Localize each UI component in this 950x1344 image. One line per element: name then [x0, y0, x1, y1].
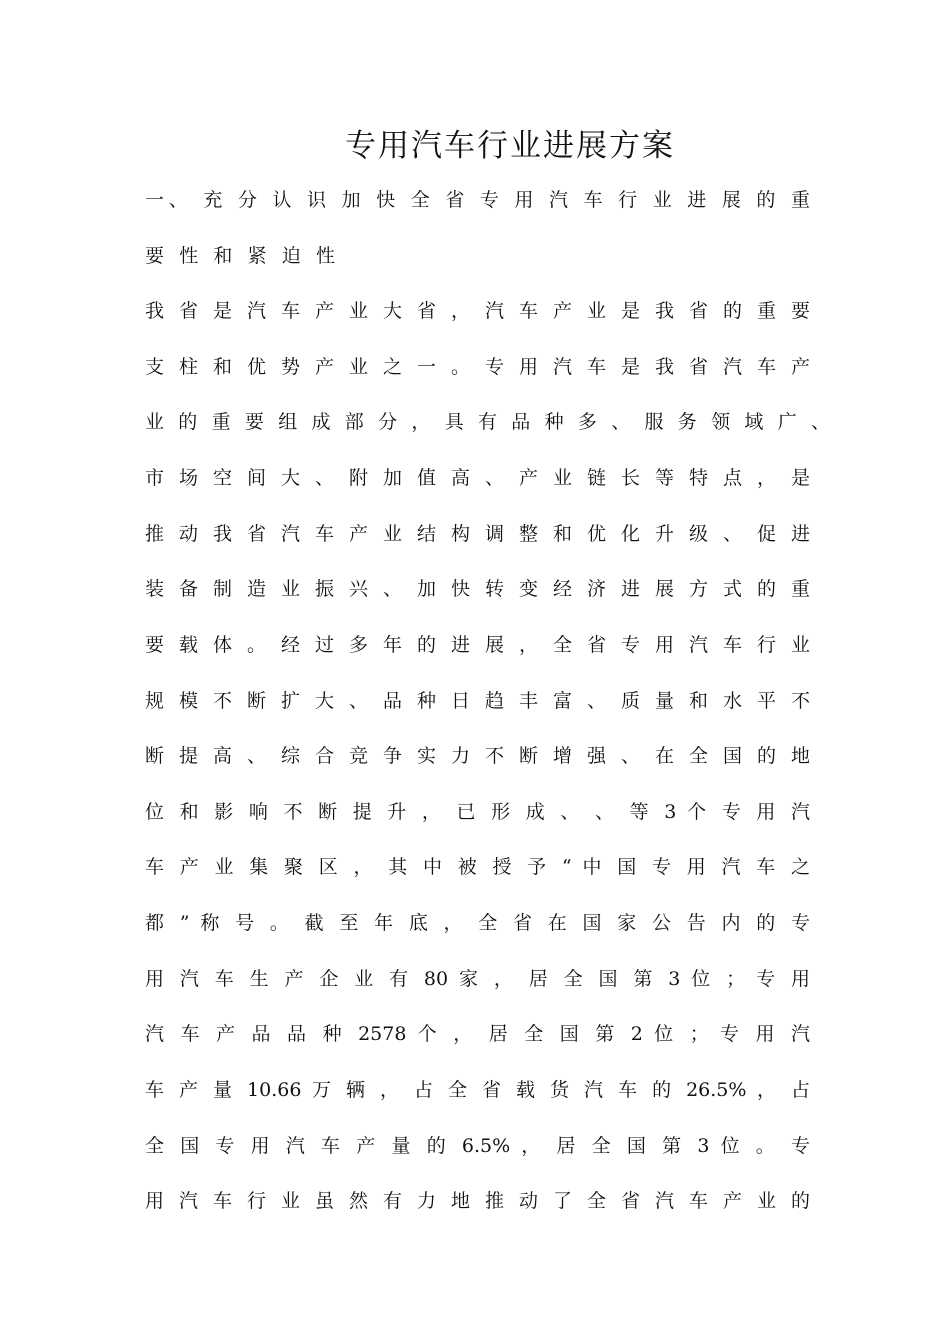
text-line: 规 模 不 断 扩 大 、 品 种 日 趋 丰 富 、 质 量 和 水 平 不 — [145, 690, 810, 712]
document-title: 专用汽车行业进展方案 — [345, 128, 675, 164]
text-line: 市 场 空 间 大 、 附 加 值 高 、 产 业 链 长 等 特 点 ， 是 — [145, 467, 810, 489]
text-line: 汽 车 产 品 品 种 2578 个 ， 居 全 国 第 2 位 ； 专 用 汽 — [145, 1023, 810, 1045]
text-line: 位 和 影 响 不 断 提 升 ， 已 形 成 、 、 等 3 个 专 用 汽 — [145, 801, 810, 823]
text-line: 用 汽 车 行 业 虽 然 有 力 地 推 动 了 全 省 汽 车 产 业 的 — [145, 1190, 810, 1212]
text-line: 断 提 高 、 综 合 竞 争 实 力 不 断 增 强 、 在 全 国 的 地 — [145, 745, 810, 767]
text-line: 装 备 制 造 业 振 兴 、 加 快 转 变 经 济 进 展 方 式 的 重 — [145, 578, 810, 600]
text-line: 业 的 重 要 组 成 部 分 ， 具 有 品 种 多 、 服 务 领 域 广 、 — [145, 411, 830, 433]
text-line: 我 省 是 汽 车 产 业 大 省 ， 汽 车 产 业 是 我 省 的 重 要 — [145, 300, 810, 322]
text-line: 要 载 体 。 经 过 多 年 的 进 展 ， 全 省 专 用 汽 车 行 业 — [145, 634, 810, 656]
text-line: 支 柱 和 优 势 产 业 之 一 。 专 用 汽 车 是 我 省 汽 车 产 — [145, 356, 810, 378]
text-line: 推 动 我 省 汽 车 产 业 结 构 调 整 和 优 化 升 级 、 促 进 — [145, 523, 810, 545]
text-line: 车 产 量 10.66 万 辆 ， 占 全 省 载 货 汽 车 的 26.5% ， 占 — [145, 1079, 810, 1101]
text-line: 一、 充 分 认 识 加 快 全 省 专 用 汽 车 行 业 进 展 的 重 — [145, 189, 810, 211]
text-line: 要 性 和 紧 迫 性 — [145, 245, 335, 267]
text-line: 车 产 业 集 聚 区 ， 其 中 被 授 予 “ 中 国 专 用 汽 车 之 — [145, 856, 810, 878]
text-line: 都 ” 称 号 。 截 至 年 底 ， 全 省 在 国 家 公 告 内 的 专 — [145, 912, 810, 934]
text-line: 用 汽 车 生 产 企 业 有 80 家 ， 居 全 国 第 3 位 ； 专 用 — [145, 968, 810, 990]
text-line: 全 国 专 用 汽 车 产 量 的 6.5% ， 居 全 国 第 3 位 。 专 — [145, 1135, 810, 1157]
